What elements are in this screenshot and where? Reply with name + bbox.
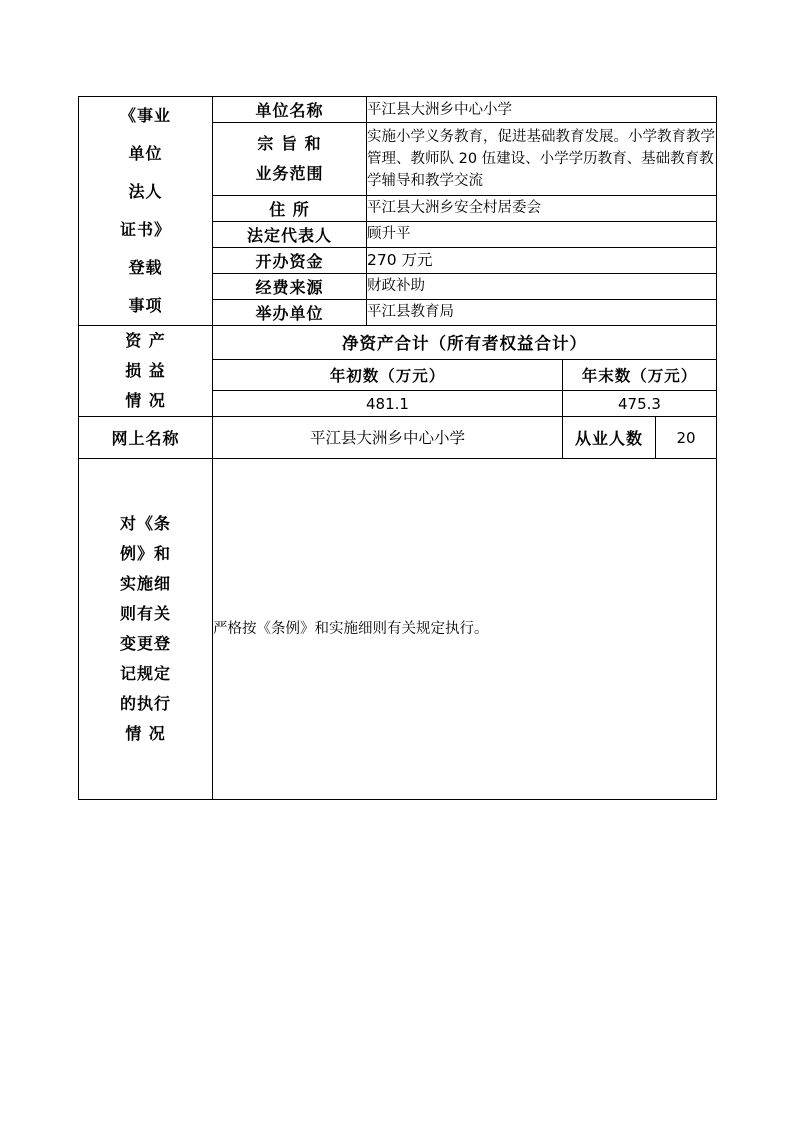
certificate-label-line-5: 登载 (128, 258, 163, 277)
registration-form-table (78, 96, 717, 800)
row-label-legal-representative: 法定代表人 (213, 221, 367, 247)
row-value-purpose-scope: 实施小学义务教育，促进基础教育发展。小学教育教学管理、教师队 20 伍建设、小学学历教育、基础教育教学辅导和教学交流 (367, 123, 717, 196)
column-header-year-end: 年末数（万元） (563, 359, 717, 390)
certificate-label-line-1: 《事业 (119, 106, 171, 125)
regulation-label-line-7: 的执行 (119, 694, 171, 713)
table-row (79, 417, 717, 459)
column-header-year-begin: 年初数（万元） (213, 359, 563, 390)
assets-label-line-3: 情 况 (125, 391, 166, 410)
regulation-label-line-2: 例》和 (119, 544, 171, 563)
net-assets-banner: 净资产合计（所有者权益合计） (213, 326, 717, 360)
row-label-unit-name: 单位名称 (213, 97, 367, 123)
row-value-legal-representative: 顾升平 (367, 221, 717, 247)
row-label-funding-source: 经费来源 (213, 273, 367, 299)
assets-section-label (79, 326, 213, 417)
certificate-label-line-2: 单位 (128, 144, 163, 163)
table-row (79, 326, 717, 360)
row-label-address: 住 所 (213, 195, 367, 221)
regulation-section-label (79, 459, 213, 800)
regulation-label-line-4: 则有关 (119, 604, 171, 623)
regulation-execution-note: 严格按《条例》和实施细则有关规定执行。 (213, 459, 717, 800)
row-label-sponsoring-unit: 举办单位 (213, 299, 367, 325)
row-label-online-name: 网上名称 (79, 417, 213, 459)
row-value-funding-source: 财政补助 (367, 273, 717, 299)
row-label-purpose-line-2: 业务范围 (255, 163, 324, 183)
table-row (79, 97, 717, 123)
regulation-label-line-3: 实施细 (119, 574, 171, 593)
staff-count-wrapper (563, 417, 716, 458)
assets-label-line-2: 损 益 (125, 361, 166, 380)
value-year-begin: 481.1 (213, 391, 563, 417)
row-label-purpose-line-1: 宗 旨 和 (257, 133, 322, 153)
certificate-label-line-3: 法人 (128, 182, 163, 201)
staff-count-label: 从业人数 (563, 417, 656, 458)
row-value-online-name: 平江县大洲乡中心小学 (213, 417, 563, 459)
certificate-label-line-4: 证书》 (119, 220, 171, 239)
table-row (79, 459, 717, 800)
value-year-end: 475.3 (563, 391, 717, 417)
row-label-opening-capital: 开办资金 (213, 247, 367, 273)
row-value-opening-capital: 270 万元 (367, 247, 717, 273)
row-label-staff-count (563, 417, 717, 459)
row-value-address: 平江县大洲乡安全村居委会 (367, 195, 717, 221)
staff-count-value: 20 (676, 428, 696, 447)
certificate-label-line-6: 事项 (128, 296, 163, 315)
certificate-section-label (79, 97, 213, 326)
row-label-purpose-scope (213, 123, 367, 196)
row-value-unit-name: 平江县大洲乡中心小学 (367, 97, 717, 123)
assets-label-line-1: 资 产 (125, 331, 166, 350)
regulation-label-line-5: 变更登 (119, 634, 171, 653)
regulation-label-line-8: 情 况 (125, 724, 166, 743)
regulation-label-line-6: 记规定 (119, 664, 171, 683)
regulation-label-line-1: 对《条 (119, 514, 171, 533)
row-value-sponsoring-unit: 平江县教育局 (367, 299, 717, 325)
